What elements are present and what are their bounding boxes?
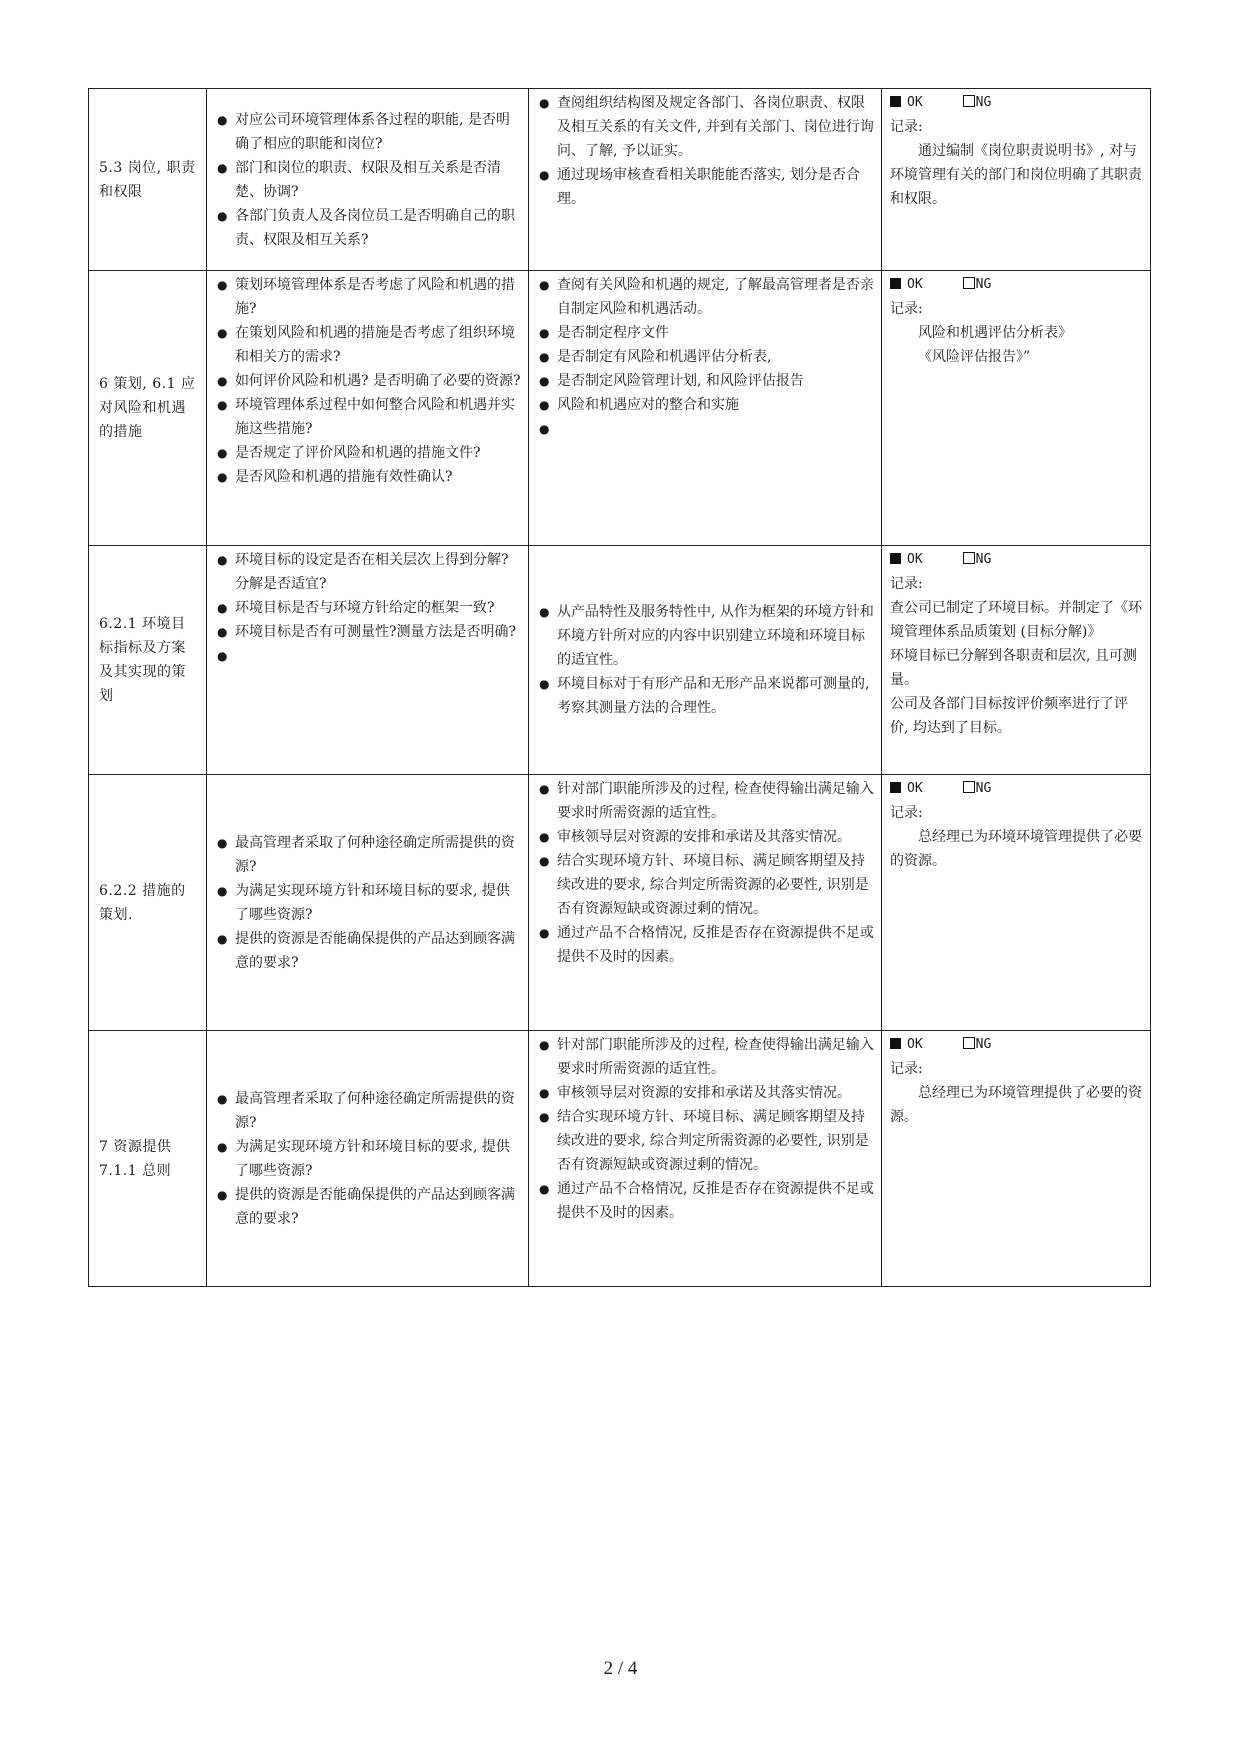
list-item: ● 在策划风险和机遇的措施是否考虑了组织环境和相关方的需求?: [215, 321, 522, 369]
table-row: [89, 1031, 1151, 1287]
ok-label: OK: [907, 552, 923, 567]
record-text: 总经理已为环境环境管理提供了必要的资源。: [890, 829, 1142, 869]
questions-cell: [207, 775, 529, 1031]
table-row: [89, 89, 1151, 271]
ng-label: NG: [975, 552, 992, 567]
list-item: ● 通过现场审核查看相关职能能否落实, 划分是否合理。: [537, 163, 875, 211]
list-item: ● 从产品特性及服务特性中, 从作为框架的环境方针和环境方针所对应的内容中识别建立环境和环境目标的适宜性。: [537, 600, 875, 672]
methods-cell: [529, 1031, 882, 1287]
ok-label: OK: [907, 781, 923, 796]
audit-checklist-table: [88, 88, 1151, 1287]
record-label: 记录:: [890, 805, 923, 821]
list-item: ● 查阅有关风险和机遇的规定, 了解最高管理者是否亲自制定风险和机遇活动。: [537, 273, 875, 321]
clause-cell: 6.2.1 环境目标指标及方案及其实现的策划: [89, 546, 207, 775]
ok-label: OK: [907, 277, 923, 292]
list-item: ● 环境目标的设定是否在相关层次上得到分解?分解是否适宜?: [215, 548, 522, 596]
unchecked-box-icon: [963, 95, 975, 107]
clause-cell: 6.2.2 措施的策划.: [89, 775, 207, 1031]
clause-cell: 7 资源提供 7.1.1 总则: [89, 1031, 207, 1287]
methods-cell: [529, 775, 882, 1031]
status-line: [890, 1033, 1144, 1057]
list-item: ● 环境目标对于有形产品和无形产品来说都可测量的, 考察其测量方法的合理性。: [537, 672, 875, 720]
list-item: [215, 644, 522, 668]
status-line: [890, 548, 1144, 572]
record-label: 记录:: [890, 301, 923, 317]
list-item: ● 最高管理者采取了何种途径确定所需提供的资源?: [215, 831, 522, 879]
list-item: ● 查阅组织结构图及规定各部门、各岗位职责、权限及相互关系的有关文件, 并到有关部门、岗位进行询问、了解, 予以证实。: [537, 91, 875, 163]
record-label: 记录:: [890, 1061, 923, 1077]
list-item: ● 结合实现环境方针、环境目标、满足顾客期望及持续改进的要求, 综合判定所需资源的必要性, 识别是否有资源短缺或资源过剩的情况。: [537, 849, 875, 921]
ng-label: NG: [975, 781, 992, 796]
ok-label: OK: [907, 1037, 923, 1052]
checked-box-icon: [890, 96, 901, 107]
record-text: 总经理已为环境管理提供了必要的资源。: [890, 1085, 1142, 1125]
questions-cell: [207, 89, 529, 271]
record-label: 记录:: [890, 576, 923, 592]
list-item: ● 如何评价风险和机遇? 是否明确了必要的资源?: [215, 369, 522, 393]
record-cell: [882, 775, 1151, 1031]
list-item: ● 风险和机遇应对的整合和实施: [537, 393, 875, 417]
list-item: ● 针对部门职能所涉及的过程, 检查使得输出满足输入要求时所需资源的适宜性。: [537, 777, 875, 825]
ng-label: NG: [975, 277, 992, 292]
table-row: [89, 775, 1151, 1031]
list-item: ● 结合实现环境方针、环境目标、满足顾客期望及持续改进的要求, 综合判定所需资源的必要性, 识别是否有资源短缺或资源过剩的情况。: [537, 1105, 875, 1177]
checked-box-icon: [890, 1038, 901, 1049]
record-text: 公司及各部门目标按评价频率进行了评价, 均达到了目标。: [890, 696, 1128, 736]
unchecked-box-icon: [963, 781, 975, 793]
status-line: [890, 273, 1144, 297]
ng-label: NG: [975, 1037, 992, 1052]
list-item: [537, 417, 875, 441]
unchecked-box-icon: [963, 1037, 975, 1049]
clause-cell: 5.3 岗位, 职责和权限: [89, 89, 207, 271]
methods-cell: [529, 546, 882, 775]
list-item: ● 对应公司环境管理体系各过程的职能, 是否明确了相应的职能和岗位?: [215, 108, 522, 156]
page-number: 2 / 4: [603, 1658, 638, 1679]
list-item: ● 为满足实现环境方针和环境目标的要求, 提供了哪些资源?: [215, 1135, 522, 1183]
methods-cell: [529, 89, 882, 271]
list-item: ● 环境目标是否与环境方针给定的框架一致?: [215, 596, 522, 620]
list-item: ● 环境目标是否有可测量性?测量方法是否明确?: [215, 620, 522, 644]
checked-box-icon: [890, 553, 901, 564]
table-row: [89, 271, 1151, 546]
ng-label: NG: [975, 95, 992, 110]
list-item: ● 最高管理者采取了何种途径确定所需提供的资源?: [215, 1087, 522, 1135]
checked-box-icon: [890, 782, 901, 793]
list-item: ● 通过产品不合格情况, 反推是否存在资源提供不足或提供不及时的因素。: [537, 921, 875, 969]
unchecked-box-icon: [963, 277, 975, 289]
list-item: ● 是否制定风险管理计划, 和风险评估报告: [537, 369, 875, 393]
clause-cell: 6 策划, 6.1 应对风险和机遇的措施: [89, 271, 207, 546]
list-item: ● 是否风险和机遇的措施有效性确认?: [215, 465, 522, 489]
record-text: 风险和机遇评估分析表》: [918, 325, 1072, 341]
list-item: ● 审核领导层对资源的安排和承诺及其落实情况。: [537, 825, 875, 849]
list-item: ● 是否制定程序文件: [537, 321, 875, 345]
checked-box-icon: [890, 278, 901, 289]
record-cell: [882, 546, 1151, 775]
record-text: 通过编制《岗位职责说明书》, 对与环境管理有关的部门和岗位明确了其职责和权限。: [890, 143, 1142, 207]
list-item: ● 审核领导层对资源的安排和承诺及其落实情况。: [537, 1081, 875, 1105]
record-text: 《风险评估报告》”: [918, 349, 1031, 365]
methods-cell: [529, 271, 882, 546]
list-item: ● 通过产品不合格情况, 反推是否存在资源提供不足或提供不及时的因素。: [537, 1177, 875, 1225]
ok-label: OK: [907, 95, 923, 110]
list-item: ● 为满足实现环境方针和环境目标的要求, 提供了哪些资源?: [215, 879, 522, 927]
record-text: 环境目标已分解到各职责和层次, 且可测量。: [890, 648, 1137, 688]
list-item: ● 部门和岗位的职责、权限及相互关系是否清楚、协调?: [215, 156, 522, 204]
list-item: ● 是否规定了评价风险和机遇的措施文件?: [215, 441, 522, 465]
table-row: [89, 546, 1151, 775]
list-item: ● 环境管理体系过程中如何整合风险和机遇并实施这些措施?: [215, 393, 522, 441]
list-item: ● 针对部门职能所涉及的过程, 检查使得输出满足输入要求时所需资源的适宜性。: [537, 1033, 875, 1081]
record-cell: [882, 89, 1151, 271]
record-cell: [882, 1031, 1151, 1287]
status-line: [890, 91, 1144, 115]
questions-cell: [207, 1031, 529, 1287]
record-text: 查公司已制定了环境目标。并制定了《环境管理体系品质策划 (目标分解)》: [890, 600, 1142, 640]
list-item: ● 各部门负责人及各岗位员工是否明确自己的职责、权限及相互关系?: [215, 204, 522, 252]
unchecked-box-icon: [963, 552, 975, 564]
status-line: [890, 777, 1144, 801]
questions-cell: [207, 546, 529, 775]
questions-cell: [207, 271, 529, 546]
list-item: ● 提供的资源是否能确保提供的产品达到顾客满意的要求?: [215, 927, 522, 975]
record-label: 记录:: [890, 119, 923, 135]
record-cell: [882, 271, 1151, 546]
list-item: ● 提供的资源是否能确保提供的产品达到顾客满意的要求?: [215, 1183, 522, 1231]
list-item: ● 是否制定有风险和机遇评估分析表,: [537, 345, 875, 369]
list-item: ● 策划环境管理体系是否考虑了风险和机遇的措施?: [215, 273, 522, 321]
